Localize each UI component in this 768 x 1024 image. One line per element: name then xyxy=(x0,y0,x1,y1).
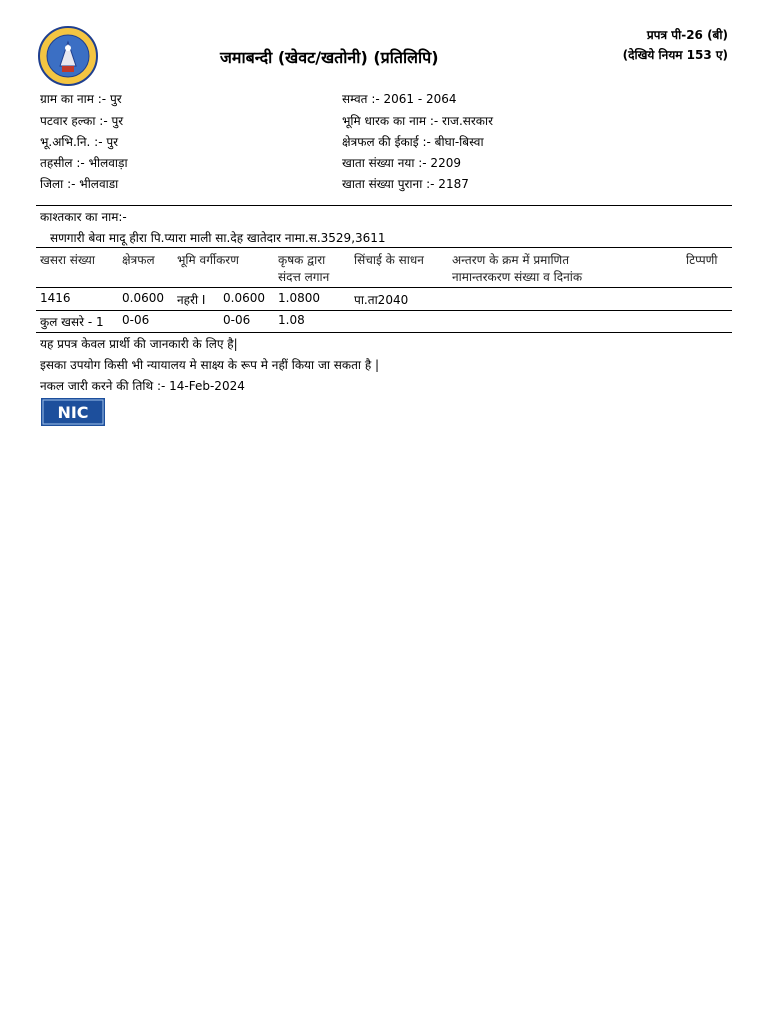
header-irrigation: सिंचाई के साधन xyxy=(354,253,424,267)
form-identifier xyxy=(623,26,728,66)
header-transfer-line2: नामान्तरकरण संख्या व दिनांक xyxy=(452,270,583,284)
issue-date: नकल जारी करने की तिथि :- 14-Feb-2024 xyxy=(40,379,245,393)
total-label: कुल खसरे - 1 xyxy=(40,315,104,329)
cell-rent: 1.0800 xyxy=(278,291,320,305)
meta-area-unit: क्षेत्रफल की ईकाई :- बीघा-बिस्वा xyxy=(342,135,484,149)
header-remarks: टिप्पणी xyxy=(686,253,718,267)
meta-account-new: खाता संख्या नया :- 2209 xyxy=(342,156,461,170)
total-area: 0-06 xyxy=(122,313,150,327)
meta-district: जिला :- भीलवाडा xyxy=(40,177,119,191)
divider xyxy=(36,332,732,333)
header-khasra: खसरा संख्या xyxy=(40,253,95,267)
total-rent: 1.08 xyxy=(278,313,305,327)
form-number: प्रपत्र पी-26 (बी) xyxy=(646,28,728,42)
divider xyxy=(36,310,732,311)
header-rent-line2: संदत्त लगान xyxy=(278,270,330,284)
header-transfer-line1: अन्तरण के क्रम में प्रमाणित xyxy=(452,253,570,267)
cell-land-class: नहरी I xyxy=(177,293,206,307)
meta-samvat: सम्वत :- 2061 - 2064 xyxy=(342,92,457,106)
owner-value: सणगारी बेवा मादू हीरा पि.प्यारा माली सा.देह खातेदार नामा.स.3529,3611 xyxy=(50,231,386,245)
divider xyxy=(36,205,732,206)
note-not-evidence: इसका उपयोग किसी भी न्यायालय मे साक्ष्य के रूप मे नहीं किया जा सकता है | xyxy=(40,358,380,372)
meta-patwar-circle: पटवार हल्का :- पुर xyxy=(40,114,124,128)
cell-khasra: 1416 xyxy=(40,291,71,305)
header-area: क्षेत्रफल xyxy=(122,253,155,267)
cell-irrigation: पा.ता2040 xyxy=(354,293,409,307)
page-title: जमाबन्दी (खेवट/खतोनी) (प्रतिलिपि) xyxy=(220,48,439,67)
cell-area: 0.0600 xyxy=(122,291,164,305)
meta-tehsil: तहसील :- भीलवाड़ा xyxy=(40,156,128,170)
nic-logo xyxy=(41,398,105,426)
cell-class-area: 0.0600 xyxy=(223,291,265,305)
note-info-only: यह प्रपत्र केवल प्रार्थी की जानकारी के लिए है| xyxy=(40,337,238,351)
meta-account-old: खाता संख्या पुराना :- 2187 xyxy=(342,177,469,191)
owner-label: काश्तकार का नाम:- xyxy=(40,210,127,224)
meta-village: ग्राम का नाम :- पुर xyxy=(40,92,122,106)
divider xyxy=(36,247,732,248)
rule-reference: (देखिये नियम 153 ए) xyxy=(622,48,728,62)
header-rent-line1: कृषक द्वारा xyxy=(278,253,326,267)
nic-logo-text: NIC xyxy=(57,403,89,422)
government-emblem-logo xyxy=(38,26,98,86)
meta-land-holder: भूमि धारक का नाम :- राज.सरकार xyxy=(342,114,494,128)
header-land-class: भूमि वर्गीकरण xyxy=(177,253,239,267)
total-class-area: 0-06 xyxy=(223,313,251,327)
meta-land-record-inspector: भू.अभि.नि. :- पुर xyxy=(40,135,119,149)
divider xyxy=(36,287,732,288)
